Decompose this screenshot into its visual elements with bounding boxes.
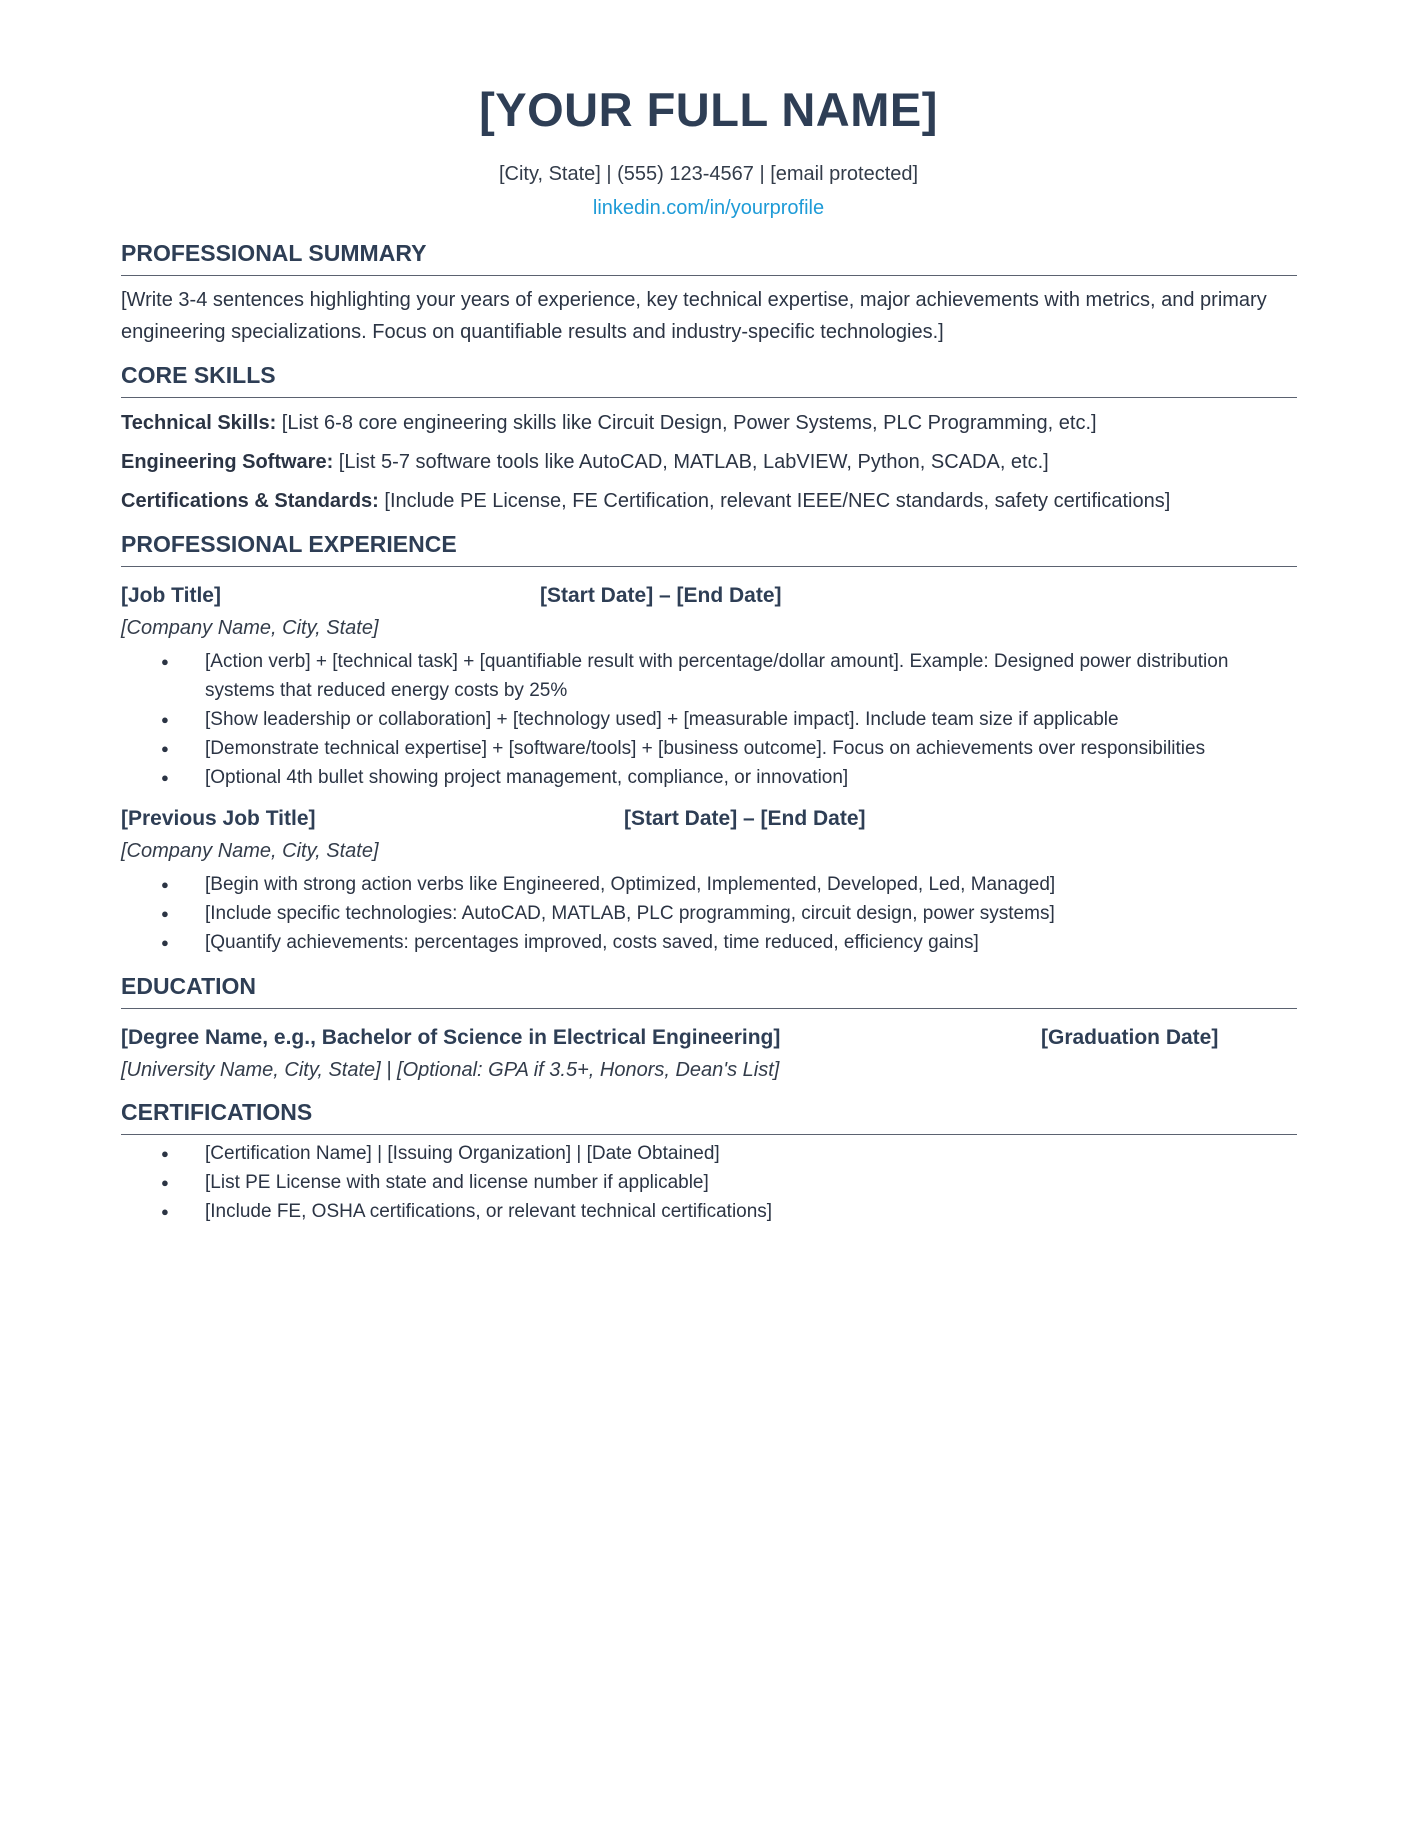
job-bullets	[121, 870, 1297, 957]
job-header	[121, 584, 1297, 611]
section-title-summary: PROFESSIONAL SUMMARY	[121, 240, 1297, 276]
section-title-certifications: CERTIFICATIONS	[121, 1099, 1297, 1135]
bullet-item: ● [Optional 4th bullet showing project management, compliance, or innovation]	[121, 763, 1297, 792]
contact-info: [City, State] | (555) 123-4567 | [email protected]	[498, 163, 919, 185]
bullet-item: ● [Include specific technologies: AutoCAD, MATLAB, PLC programming, circuit design, power systems]	[121, 899, 1297, 928]
job-title: [Job Title]	[121, 584, 221, 607]
skill-line-technical	[121, 411, 1297, 436]
skill-line-certifications	[121, 489, 1297, 514]
skill-label: Certifications & Standards:	[121, 490, 379, 512]
resume-body	[121, 240, 1297, 1226]
skill-label: Engineering Software:	[121, 451, 334, 473]
job-entry	[121, 584, 1297, 792]
full-name: [YOUR FULL NAME]	[479, 83, 938, 136]
section-title-experience: PROFESSIONAL EXPERIENCE	[121, 531, 1297, 567]
skill-value: [List 5-7 software tools like AutoCAD, MATLAB, LabVIEW, Python, SCADA, etc.]	[333, 451, 1049, 473]
bullet-item: ● [Action verb] + [technical task] + [quantifiable result with percentage/dollar amount]. Example: Designed power distribution systems that reduced energy costs by 25%	[121, 647, 1297, 705]
job-dates: [Start Date] – [End Date]	[540, 584, 782, 607]
job-bullets	[121, 647, 1297, 792]
bullet-item: ● [Begin with strong action verbs like Engineered, Optimized, Implemented, Developed, Led, Managed]	[121, 870, 1297, 899]
bullet-item: ● [Include FE, OSHA certifications, or relevant technical certifications]	[121, 1197, 1297, 1226]
bullet-item: ● [Demonstrate technical expertise] + [software/tools] + [business outcome]. Focus on achievements over responsibilities	[121, 734, 1297, 763]
summary-text: [Write 3-4 sentences highlighting your years of experience, key technical expertise, major achievements with metrics, and primary engineering specializations. Focus on quantifiable results and industry-specific technologies.]	[121, 289, 1267, 343]
bullet-item: ● [Show leadership or collaboration] + [technology used] + [measurable impact]. Include team size if applicable	[121, 705, 1297, 734]
job-dates: [Start Date] – [End Date]	[624, 807, 866, 830]
job-entry	[121, 807, 1297, 957]
education-header	[121, 1026, 1297, 1053]
skill-value: [List 6-8 core engineering skills like Circuit Design, Power Systems, PLC Programming, etc.]	[276, 412, 1097, 434]
job-title: [Previous Job Title]	[121, 807, 316, 830]
section-title-skills: CORE SKILLS	[121, 362, 1297, 398]
bullet-item: ● [List PE License with state and license number if applicable]	[121, 1168, 1297, 1197]
company-name: [Company Name, City, State]	[121, 840, 379, 862]
section-title-education: EDUCATION	[121, 973, 1297, 1009]
degree-name: [Degree Name, e.g., Bachelor of Science in Electrical Engineering]	[121, 1026, 781, 1049]
university-name: [University Name, City, State] | [Optional: GPA if 3.5+, Honors, Dean's List]	[121, 1059, 780, 1081]
graduation-date: [Graduation Date]	[1041, 1026, 1219, 1049]
company-name: [Company Name, City, State]	[121, 617, 379, 639]
skill-line-software	[121, 450, 1297, 475]
certification-bullets	[121, 1139, 1297, 1226]
job-header	[121, 807, 1297, 834]
bullet-item: ● [Quantify achievements: percentages improved, costs saved, time reduced, efficiency gains]	[121, 928, 1297, 957]
linkedin-link[interactable]: linkedin.com/in/yourprofile	[592, 197, 825, 219]
bullet-item: ● [Certification Name] | [Issuing Organization] | [Date Obtained]	[121, 1139, 1297, 1168]
skill-value: [Include PE License, FE Certification, relevant IEEE/NEC standards, safety certifications]	[378, 490, 1171, 512]
skill-label: Technical Skills:	[121, 412, 277, 434]
